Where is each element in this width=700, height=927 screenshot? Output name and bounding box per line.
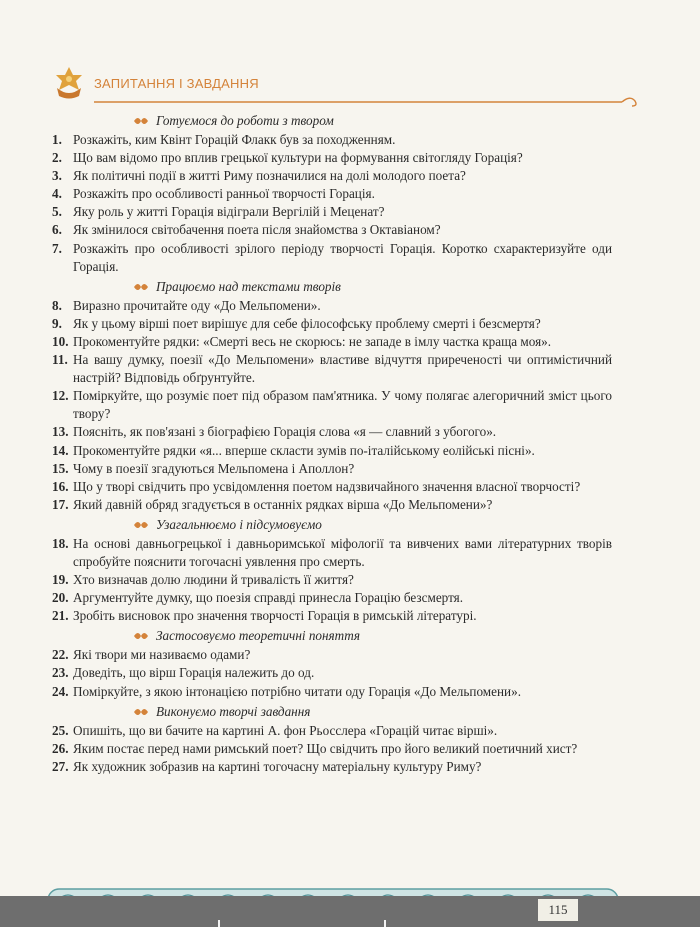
question-item — [52, 664, 612, 682]
question-item — [52, 478, 612, 496]
section-heading — [52, 278, 612, 296]
questions-content — [52, 110, 612, 776]
question-number: 21. — [52, 608, 69, 624]
question-text: Як художник зобразив на картині тогочасну матеріальну культуру Риму? — [73, 758, 482, 774]
question-number: 19. — [52, 572, 69, 588]
question-number: 12. — [52, 388, 69, 404]
question-item — [52, 149, 612, 167]
question-item — [52, 683, 612, 701]
question-text: Прокоментуйте рядки: «Смерті весь не скорюсь: не западе в імлу частка краща моя». — [73, 333, 552, 349]
question-text: Що у творі свідчить про усвідомлення поетом надзвичайного значення власної творчості? — [73, 478, 581, 494]
flower-icon — [132, 115, 150, 127]
section-title: Узагальнюємо і підсумовуємо — [156, 516, 322, 532]
flower-icon — [132, 630, 150, 642]
flower-icon — [132, 706, 150, 718]
question-text: Чому в поезії згадуються Мельпомена і Аполлон? — [73, 460, 355, 476]
question-item — [52, 185, 612, 203]
question-item — [52, 333, 612, 351]
question-text: На основі давньогрецької і давньоримської міфології та вивчених вами літературних творів спробуйте пояснити тогочасні уявлення про смерть. — [73, 535, 612, 569]
question-number: 9. — [52, 315, 62, 331]
question-item — [52, 722, 612, 740]
question-number: 18. — [52, 535, 69, 551]
question-text: Аргументуйте думку, що поезія справді принесла Горацію безсмертя. — [73, 590, 464, 606]
question-number: 24. — [52, 683, 69, 699]
question-item — [52, 607, 612, 625]
question-text: Хто визначав долю людини й тривалість її життя? — [73, 572, 354, 588]
question-text: Доведіть, що вірш Горація належить до од. — [73, 665, 315, 681]
question-text: Які твори ми називаємо одами? — [73, 647, 251, 663]
question-item — [52, 131, 612, 149]
question-item — [52, 589, 612, 607]
question-text: Яким постає перед нами римський поет? Що свідчить про його великий поетичний хист? — [73, 740, 578, 756]
section-heading — [52, 627, 612, 645]
question-text: Як змінилося світобачення поета після знайомства з Октавіаном? — [73, 222, 441, 238]
question-text: Який давній обряд згадується в останніх рядках вірша «До Мельпомени»? — [73, 496, 493, 512]
question-number: 26. — [52, 740, 69, 756]
question-number: 7. — [52, 240, 62, 256]
question-number: 10. — [52, 333, 69, 349]
question-text: Що вам відомо про вплив грецької культури на формування світогляду Горація? — [73, 150, 523, 166]
question-number: 13. — [52, 424, 69, 440]
question-number: 22. — [52, 647, 69, 663]
question-number: 14. — [52, 442, 69, 458]
question-text: Поясніть, як пов'язані з біографією Горація слова «я — славний з убогого». — [73, 424, 497, 440]
question-number: 20. — [52, 590, 69, 606]
question-number: 6. — [52, 222, 62, 238]
emblem-icon — [52, 66, 86, 100]
question-number: 11. — [52, 352, 68, 368]
question-text: Яку роль у житті Горація відіграли Вергілій і Меценат? — [73, 204, 385, 220]
question-number: 8. — [52, 297, 62, 313]
question-number: 23. — [52, 665, 69, 681]
section-heading — [52, 516, 612, 534]
question-item — [52, 351, 612, 387]
bottom-mark — [218, 920, 220, 927]
question-text: Опишіть, що ви бачите на картині А. фон Рьосслера «Горацій читає вірші». — [73, 722, 498, 738]
flower-icon — [132, 519, 150, 531]
question-number: 3. — [52, 168, 62, 184]
question-item — [52, 442, 612, 460]
question-item — [52, 167, 612, 185]
question-item — [52, 315, 612, 333]
question-item — [52, 387, 612, 423]
footer-bar — [0, 896, 700, 927]
section-header — [52, 66, 622, 106]
section-title: Готуємося до роботи з твором — [156, 112, 334, 128]
question-text: Розкажіть про особливості зрілого періоду творчості Горація. Коротко схарактеризуйте оди Горація. — [73, 240, 612, 274]
question-item — [52, 423, 612, 441]
question-text: Розкажіть про особливості ранньої творчості Горація. — [73, 186, 375, 202]
flower-icon — [132, 281, 150, 293]
question-item — [52, 460, 612, 478]
question-item — [52, 646, 612, 664]
question-item — [52, 535, 612, 571]
question-item — [52, 758, 612, 776]
question-number: 25. — [52, 722, 69, 738]
question-number: 16. — [52, 478, 69, 494]
section-heading — [52, 703, 612, 721]
question-number: 4. — [52, 186, 62, 202]
question-item — [52, 240, 612, 276]
question-number: 27. — [52, 758, 69, 774]
question-item — [52, 496, 612, 514]
question-number: 5. — [52, 204, 62, 220]
question-text: Зробіть висновок про значення творчості Горація в римській літературі. — [73, 608, 477, 624]
question-text: Поміркуйте, що розуміє поет під образом пам'ятника. У чому полягає алегоричний зміст цього твору? — [73, 388, 612, 422]
question-item — [52, 221, 612, 239]
page-number: 115 — [538, 899, 578, 921]
question-text: Прокоментуйте рядки «я... вперше скласти зумів по-італійському еолійські пісні». — [73, 442, 535, 458]
question-number: 1. — [52, 132, 62, 147]
question-text: Розкажіть, ким Квінт Горацій Флакк був за походженням. — [73, 132, 396, 147]
section-heading — [52, 112, 612, 130]
section-title: Виконуємо творчі завдання — [156, 703, 311, 719]
question-item — [52, 740, 612, 758]
question-item — [52, 571, 612, 589]
question-number: 17. — [52, 496, 69, 512]
bottom-mark — [384, 920, 386, 927]
question-text: Виразно прочитайте оду «До Мельпомени». — [73, 297, 321, 313]
question-text: Поміркуйте, з якою інтонацією потрібно читати оду Горація «До Мельпомени». — [73, 683, 521, 699]
header-title: ЗАПИТАННЯ І ЗАВДАННЯ — [94, 76, 259, 91]
section-title: Працюємо над текстами творів — [156, 278, 341, 294]
question-text: Як політичні події в житті Риму позначилися на долі молодого поета? — [73, 168, 466, 184]
header-ornament-line — [94, 96, 639, 108]
question-item — [52, 297, 612, 315]
question-item — [52, 203, 612, 221]
question-number: 15. — [52, 460, 69, 476]
question-text: Як у цьому вірші поет вирішує для себе філософську проблему смерті і безсмертя? — [73, 315, 541, 331]
question-number: 2. — [52, 150, 62, 166]
section-title: Застосовуємо теоретичні поняття — [156, 628, 361, 644]
question-text: На вашу думку, поезії «До Мельпомени» властиве відчуття приреченості чи оптимістичний настрій? Відповідь обґрунтуйте. — [73, 352, 612, 386]
